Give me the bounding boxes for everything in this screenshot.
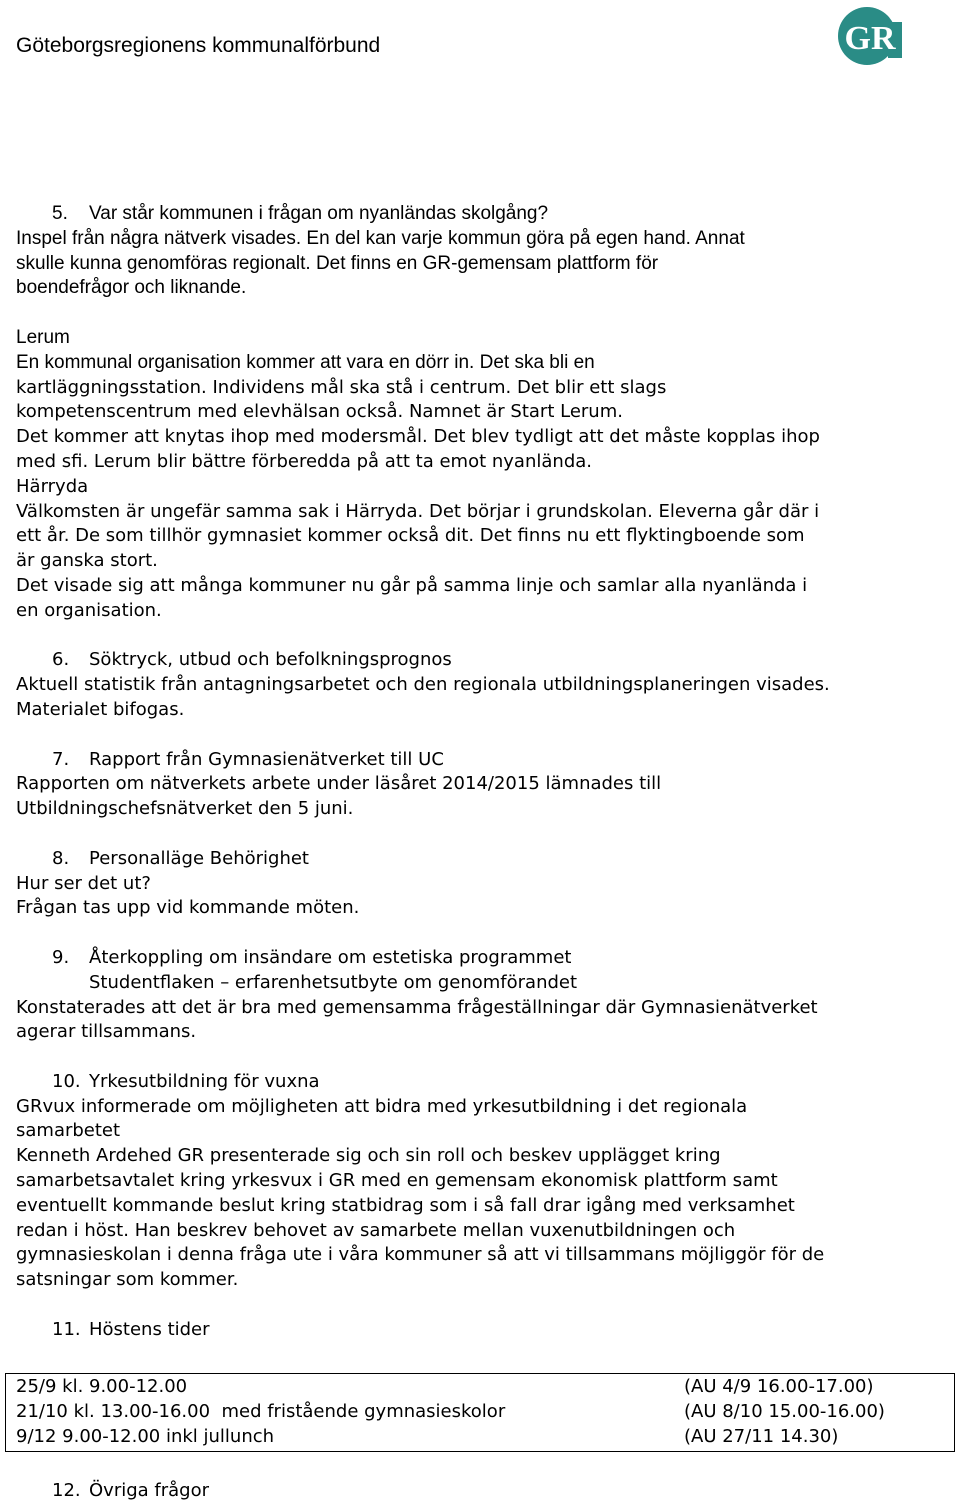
schedule-table xyxy=(5,1373,955,1452)
heading-number: 5. xyxy=(52,203,68,224)
au-meeting-date: (AU 27/11 14.30) xyxy=(684,1426,839,1447)
meeting-date: 25/9 kl. 9.00-12.00 xyxy=(16,1376,188,1397)
text-line: skulle kunna genomföras regionalt. Det finns en GR-gemensam plattform för xyxy=(16,252,659,274)
meeting-date: 9/12 9.00-12.00 inkl jullunch xyxy=(16,1426,275,1447)
text-line: Hur ser det ut? xyxy=(16,872,151,894)
text-line: kartläggningsstation. Individens mål ska stå i centrum. Det blir ett slags xyxy=(16,376,667,398)
heading-number: 11. xyxy=(52,1318,81,1340)
text-line: kompetenscentrum med elevhälsan också. Namnet är Start Lerum. xyxy=(16,401,623,423)
paragraph-gap xyxy=(16,723,946,748)
heading-text: Återkoppling om insändare om estetiska programmet xyxy=(89,946,572,968)
section-heading xyxy=(16,1070,946,1095)
text-line: Inspel från några nätverk visades. En del kan varje kommun göra på egen hand. Annat xyxy=(16,227,745,249)
text-line: Lerum xyxy=(16,326,70,348)
heading-number: 8. xyxy=(52,847,70,869)
section-heading xyxy=(16,847,946,872)
section-heading xyxy=(16,748,946,773)
text-line: en organisation. xyxy=(16,599,162,621)
heading-text: Var står kommunen i frågan om nyanländas skolgång? xyxy=(89,203,549,224)
text-line: med sfi. Lerum blir bättre förberedda på att ta emot nyanlända. xyxy=(16,450,592,472)
section-heading-continuation: Studentflaken – erfarenhetsutbyte om genomförandet xyxy=(89,971,578,993)
organization-name: Göteborgsregionens kommunalförbund xyxy=(16,34,381,57)
meeting-notes xyxy=(16,202,946,1343)
heading-text: Övriga frågor xyxy=(89,1480,210,1501)
schedule-row xyxy=(6,1374,954,1399)
section-heading xyxy=(16,1318,946,1343)
text-line: GRvux informerade om möjligheten att bidra med yrkesutbildning i det regionala xyxy=(16,1095,748,1117)
paragraph-gap xyxy=(16,822,946,847)
paragraph-gap xyxy=(16,1045,946,1070)
heading-text: Söktryck, utbud och befolkningsprognos xyxy=(89,649,452,671)
text-line: gymnasieskolan i denna fråga ute i våra kommuner så att vi tillsammans möjliggör för de xyxy=(16,1244,825,1266)
text-line: Rapporten om nätverkets arbete under läsåret 2014/2015 lämnades till xyxy=(16,773,662,795)
text-line: agerar tillsammans. xyxy=(16,1021,197,1043)
au-meeting-date: (AU 4/9 16.00-17.00) xyxy=(684,1376,874,1397)
heading-other-questions xyxy=(52,1478,209,1503)
heading-number: 6. xyxy=(52,649,70,671)
heading-number: 7. xyxy=(52,748,70,770)
text-line: Det visade sig att många kommuner nu går på samma linje och samlar alla nyanlända i xyxy=(16,574,808,596)
text-line: eventuellt kommande beslut kring statbidrag som i så fall drar igång med verksamhet xyxy=(16,1194,795,1216)
text-line: Välkomsten är ungefär samma sak i Härryda. Det börjar i grundskolan. Eleverna går där i xyxy=(16,500,820,522)
paragraph-gap xyxy=(16,1293,946,1318)
logo-text: GR xyxy=(844,20,896,57)
heading-text: Rapport från Gymnasienätverket till UC xyxy=(89,748,444,770)
heading-number: 12. xyxy=(52,1480,81,1501)
text-line: Konstaterades att det är bra med gemensamma frågeställningar där Gymnasienätverket xyxy=(16,996,818,1018)
heading-text: Personalläge Behörighet xyxy=(89,847,309,869)
heading-number: 10. xyxy=(52,1070,81,1092)
section-heading xyxy=(16,648,946,673)
text-line: Utbildningschefsnätverket den 5 juni. xyxy=(16,798,354,820)
text-line: satsningar som kommer. xyxy=(16,1269,239,1291)
text-line: Frågan tas upp vid kommande möten. xyxy=(16,897,360,919)
section-heading xyxy=(16,946,946,971)
heading-text: Yrkesutbildning för vuxna xyxy=(89,1070,320,1092)
paragraph-gap xyxy=(16,301,946,326)
paragraph-gap xyxy=(16,624,946,649)
gr-logo xyxy=(837,4,905,68)
text-line: redan i höst. Han beskrev behovet av samarbete mellan vuxenutbildningen och xyxy=(16,1219,736,1241)
schedule-row xyxy=(6,1424,954,1449)
text-line: boendefrågor och liknande. xyxy=(16,277,247,299)
section-heading xyxy=(16,202,946,227)
text-line: Härryda xyxy=(16,475,89,497)
text-line: Det kommer att knytas ihop med modersmål. Det blev tydligt att det måste kopplas ihop xyxy=(16,426,820,448)
text-line: En kommunal organisation kommer att vara en dörr in. Det ska bli en xyxy=(16,351,595,373)
text-line: samarbetet xyxy=(16,1120,121,1142)
au-meeting-date: (AU 8/10 15.00-16.00) xyxy=(684,1401,885,1422)
text-line: Materialet bifogas. xyxy=(16,698,185,720)
text-line: ett år. De som tillhör gymnasiet kommer också dit. Det finns nu ett flyktingboende som xyxy=(16,525,805,547)
schedule-row xyxy=(6,1399,954,1424)
text-line: samarbetsavtalet kring yrkesvux i GR med en gemensam ekonomisk plattform samt xyxy=(16,1170,778,1192)
text-line: Kenneth Ardehed GR presenterade sig och sin roll och beskev upplägget kring xyxy=(16,1145,721,1167)
text-line: Aktuell statistik från antagningsarbetet och den regionala utbildningsplaneringen visades. xyxy=(16,674,830,696)
heading-text: Höstens tider xyxy=(89,1318,210,1340)
meeting-date: 21/10 kl. 13.00-16.00 med fristående gymnasieskolor xyxy=(16,1401,506,1422)
heading-number: 9. xyxy=(52,946,70,968)
paragraph-gap xyxy=(16,921,946,946)
text-line: är ganska stort. xyxy=(16,550,158,572)
